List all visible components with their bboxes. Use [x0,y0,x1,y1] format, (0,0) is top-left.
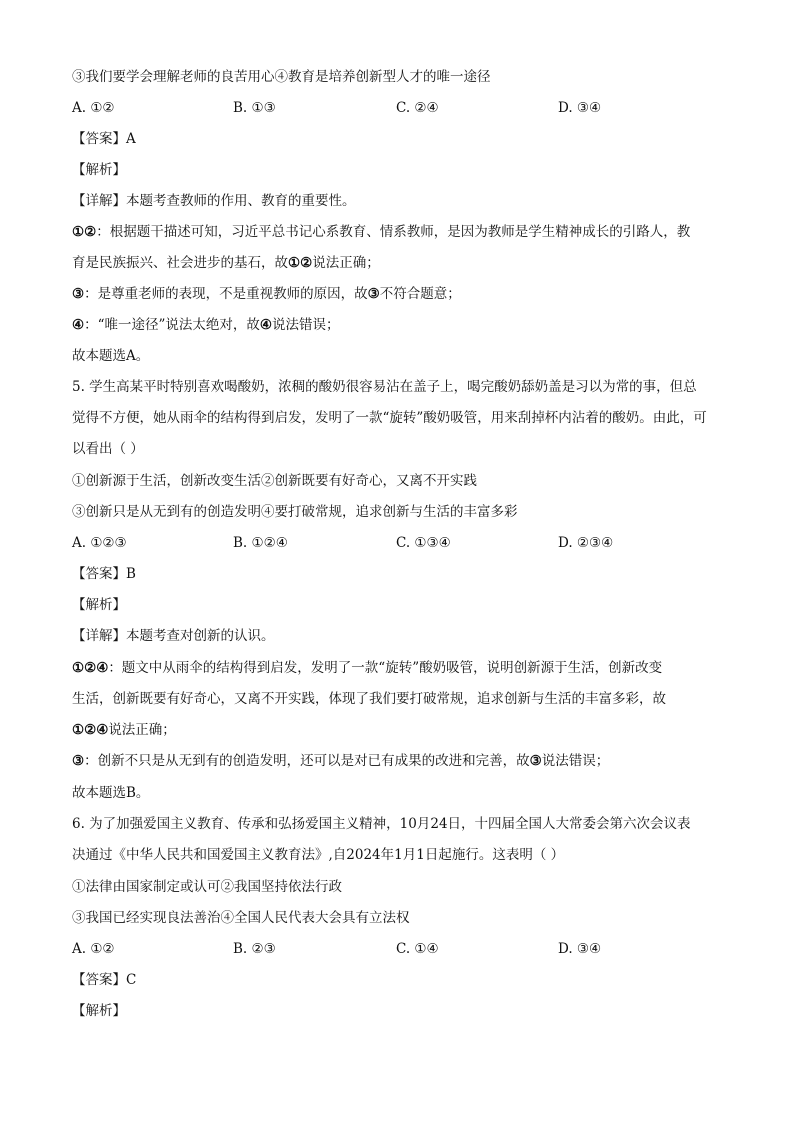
ref-marker: ④ [72,317,85,333]
ref-marker: ④ [259,317,273,333]
explanation-text: 育是民族振兴、社会进步的基石，故 [72,255,288,271]
q4-options [72,99,732,117]
explanation-text: ：题文中从雨伞的结构得到启发，发明了一款“旋转”酸奶吸管，说明创新源于生活，创新改变 [108,660,663,676]
explanation-text: 不符合题意； [379,286,461,302]
explanation-text: ：创新不只是从无到有的创造发明，还可以是对已有成果的改进和完善，故 [84,753,530,769]
q5-explanation-1b: 生活，创新既要有好奇心，又离不开实践，体现了我们要打破常规，追求创新与生活的丰富多彩，故 [72,691,666,707]
q5-choices-1: ①创新源于生活，创新改变生活②创新既要有好奇心，又离不开实践 [72,473,477,489]
q5-detail [72,627,732,645]
q4-stem-tail: ③我们要学会理解老师的良苦用心④教育是培养创新型人才的唯一途径 [72,69,491,85]
explanation-text: 说法错误； [541,753,610,769]
q4-option-c: C. ②④ [396,100,439,116]
explanation-text: ：是尊重老师的表现，不是重视教师的原因，故 [84,286,368,302]
ref-marker: ①② [288,255,313,271]
q4-conclusion: 故本题选A。 [72,348,150,364]
q4-explanation-2 [72,285,732,303]
q6-answer [72,971,732,989]
q4-explanation-1a [72,223,732,241]
q6-option-a: A. ①② [72,941,115,957]
explanation-text: 说法正确； [108,722,176,738]
answer-value: B [126,566,136,582]
q5-choices-2: ③创新只是从无到有的创造发明④要打破常规，追求创新与生活的丰富多彩 [72,504,518,520]
q5-option-a: A. ①②③ [72,535,127,551]
q4-detail [72,192,732,210]
ref-marker: ①②④ [72,722,109,738]
q5-analysis-tag: 【解析】 [72,597,126,613]
q6-analysis-tag: 【解析】 [72,1003,126,1019]
ref-marker: ③ [72,753,85,769]
q5-option-d: D. ②③④ [558,535,614,551]
q4-option-a: A. ①② [72,100,115,116]
detail-text: 本题考查教师的作用、教育的重要性。 [126,193,356,209]
explanation-text: 说法错误； [272,317,340,333]
ref-marker: ①② [72,224,97,240]
q6-choices-2: ③我国已经实现良法善治④全国人民代表大会具有立法权 [72,910,410,926]
q5-answer [72,565,732,583]
answer-tag: 【答案】 [72,972,126,988]
q6-choices-1: ①法律由国家制定或认可②我国坚持依法行政 [72,879,342,895]
q6-stem-line-1: 6. 为了加强爱国主义教育、传承和弘扬爱国主义精神，10月24日，十四届全国人大常委会第六次会议表 [72,816,691,832]
detail-tag: 【详解】 [72,193,126,209]
answer-tag: 【答案】 [72,566,126,582]
answer-tag: 【答案】 [72,131,126,147]
q6-options [72,940,732,958]
q4-option-b: B. ①③ [233,100,276,116]
q6-option-d: D. ③④ [558,941,602,957]
q5-stem-line-2: 觉得不方便，她从雨伞的结构得到启发，发明了一款“旋转”酸奶吸管，用来刮掉杯内沾着的酸奶。由此，可 [72,410,707,426]
ref-marker: ③ [72,286,85,302]
q5-explanation-1c [72,721,732,739]
q4-analysis-tag: 【解析】 [72,162,126,178]
q5-stem-line-1: 5. 学生高某平时特别喜欢喝酸奶，浓稠的酸奶很容易沾在盖子上，喝完酸奶舔奶盖是习以为常的事，但总 [72,379,697,395]
detail-text: 本题考查对创新的认识。 [126,628,275,644]
q5-options [72,534,732,552]
q5-explanation-1a [72,659,732,677]
q5-option-c: C. ①③④ [396,535,451,551]
answer-value: A [126,131,136,147]
q6-stem-line-2: 决通过《中华人民共和国爱国主义教育法》,自2024年1月1日起施行。这表明（ ） [72,847,565,863]
explanation-text: ：“唯一途径”说法太绝对，故 [84,317,260,333]
explanation-text: 说法正确； [312,255,380,271]
answer-value: C [126,972,137,988]
q4-answer [72,130,732,148]
ref-marker: ③ [367,286,380,302]
q4-option-d: D. ③④ [558,100,602,116]
q5-explanation-2 [72,752,732,770]
q5-option-b: B. ①②④ [233,535,288,551]
q4-explanation-3 [72,316,732,334]
detail-tag: 【详解】 [72,628,126,644]
explanation-text: ：根据题干描述可知，习近平总书记心系教育、情系教师，是因为教师是学生精神成长的引路人，教 [96,224,691,240]
q6-option-c: C. ①④ [396,941,439,957]
q4-explanation-1b [72,254,732,272]
q5-conclusion: 故本题选B。 [72,785,150,801]
ref-marker: ①②④ [72,660,109,676]
q6-option-b: B. ②③ [233,941,276,957]
q5-stem-line-3: 以看出（ ） [72,441,144,457]
ref-marker: ③ [529,753,542,769]
